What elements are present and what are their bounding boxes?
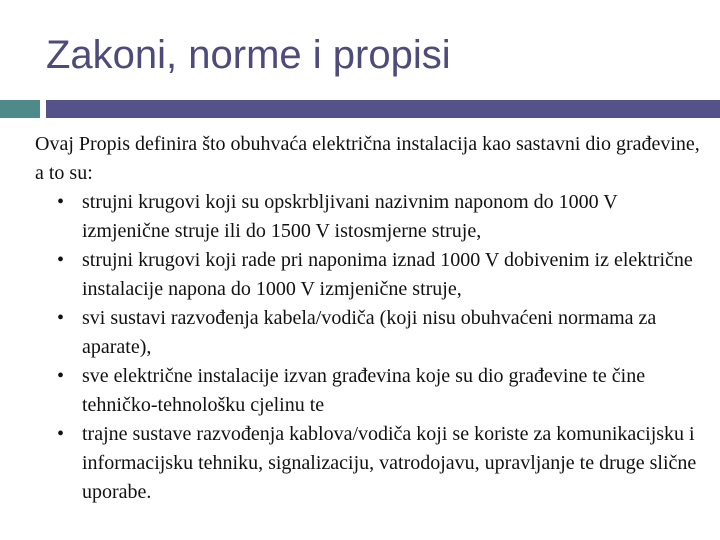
title-divider-bar [46, 100, 720, 118]
bullet-list [35, 188, 710, 507]
list-item [35, 304, 710, 362]
list-item [35, 362, 710, 420]
bullet-icon: • [57, 249, 65, 271]
list-item-text: strujni krugovi koji rade pri naponima iznad 1000 V dobivenim iz električne instalacije napona do 1000 V izmjenične struje, [82, 249, 693, 300]
list-item-text: strujni krugovi koji su opskrbljivani nazivnim naponom do 1000 V izmjenične struje ili do 1500 V istosmjerne struje, [82, 191, 618, 242]
list-item [35, 246, 710, 304]
accent-square [0, 100, 40, 118]
bullet-icon: • [57, 307, 65, 329]
list-item-text: sve električne instalacije izvan građevina koje su dio građevine te čine tehničko-tehnološku cjelinu te [82, 365, 646, 416]
bullet-icon: • [57, 365, 65, 387]
list-item [35, 420, 710, 507]
slide-title: Zakoni, norme i propisi [46, 33, 451, 77]
bullet-icon: • [57, 191, 65, 213]
list-item-text: trajne sustave razvođenja kablova/vodiča koji se koriste za komunikacijsku i informacijsku tehniku, signalizaciju, vatrodojavu, upravljanje te druge slične uporabe. [82, 423, 697, 503]
list-item-text: svi sustavi razvođenja kabela/vodiča (koji nisu obuhvaćeni normama za aparate), [82, 307, 657, 358]
slide-body [35, 130, 710, 507]
bullet-icon: • [57, 423, 65, 445]
list-item [35, 188, 710, 246]
intro-paragraph: Ovaj Propis definira što obuhvaća električna instalacija kao sastavni dio građevine, a to su: [35, 133, 700, 184]
